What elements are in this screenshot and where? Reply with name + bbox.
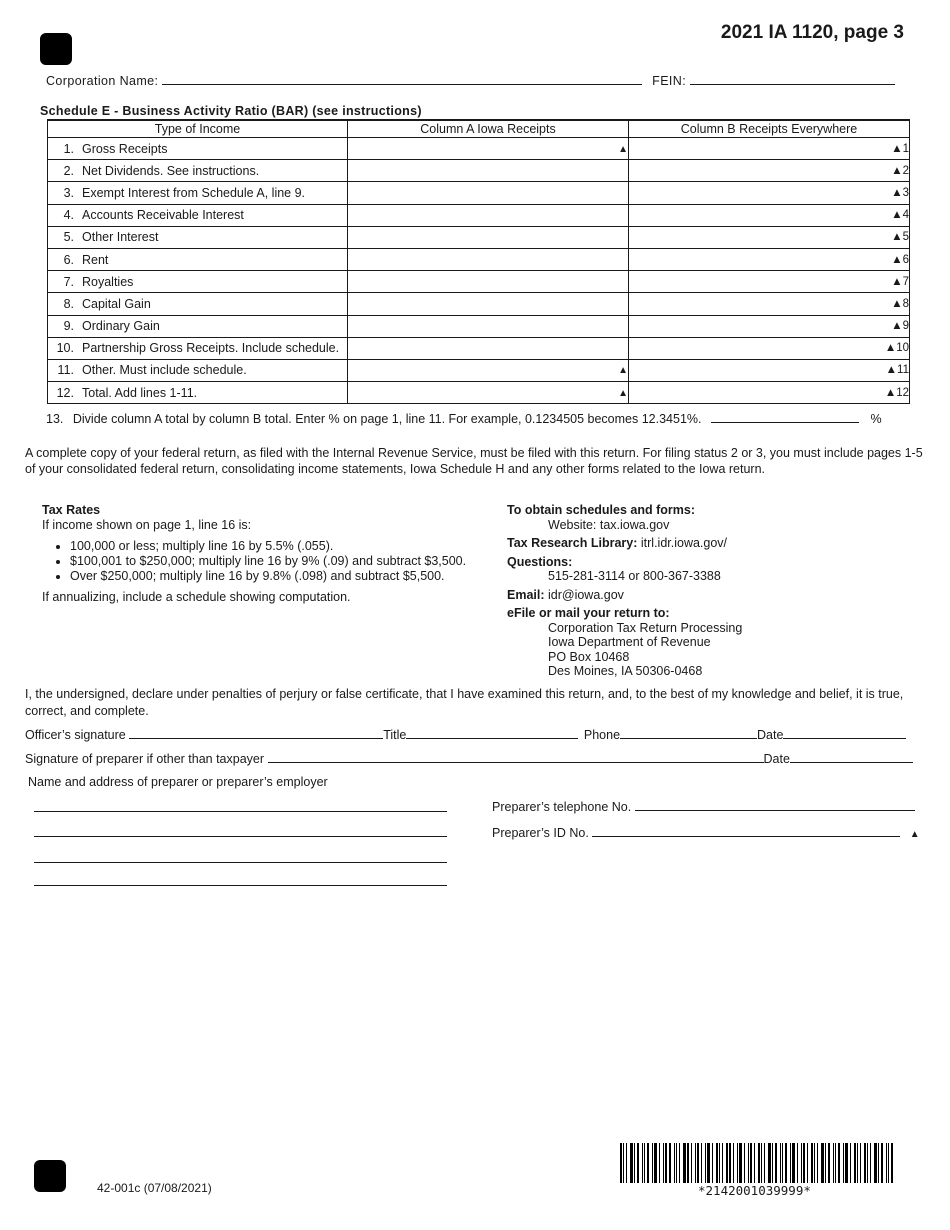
preparer-signature-label: Signature of preparer if other than taxpayer [25,752,265,766]
barcode-bar [803,1143,805,1183]
preparer-phone-row [492,799,915,814]
line-number: 7. [63,274,74,289]
line-number: 3. [63,185,74,200]
table-header-row [48,120,910,138]
income-type-label: Gross Receipts [82,141,168,156]
schedule-e-table [47,119,910,404]
table-row [48,138,910,160]
income-type-label: Royalties [82,274,134,289]
preparer-signature-field[interactable] [268,751,764,763]
barcode-bar [825,1143,826,1183]
barcode-bar [782,1143,783,1183]
everywhere-receipts-field[interactable] [629,382,910,404]
preparer-id-label: Preparer’s ID No. [492,826,589,840]
line-number: 9. [63,319,74,334]
line-number: 8. [63,296,74,311]
barcode-bar [669,1143,671,1183]
everywhere-receipts-field[interactable] [629,138,910,160]
iowa-receipts-field[interactable] [348,138,629,160]
barcode-bar [659,1143,660,1183]
officer-signature-field[interactable] [129,727,383,739]
iowa-receipts-field[interactable] [348,226,629,248]
address-line: Des Moines, IA 50306-0468 [548,664,703,678]
barcode-bar [828,1143,830,1183]
phone-field[interactable] [620,727,757,739]
line-13-field[interactable] [711,411,859,423]
barcode-bar [833,1143,834,1183]
entry-marker: ▲12 [884,386,909,399]
barcode-bar [719,1143,720,1183]
preparer-signature-row [25,751,920,766]
officer-signature-row [25,727,920,742]
everywhere-receipts-field[interactable] [629,359,910,381]
barcode-bar [864,1143,866,1183]
entry-marker: ▲ [618,365,628,377]
barcode-bar [712,1143,713,1183]
officer-signature-label: Officer’s signature [25,728,126,742]
phone-label: Phone [583,728,621,742]
barcode-bar [886,1143,887,1183]
barcode-bar [637,1143,639,1183]
iowa-receipts-field[interactable] [348,271,629,293]
barcode-bar [663,1143,664,1183]
barcode-bar [838,1143,840,1183]
barcode-bar [867,1143,868,1183]
income-type-cell [48,226,348,248]
email-label: Email: [507,587,545,602]
registration-mark-top [40,33,72,65]
entry-marker: ▲8 [891,297,909,310]
barcode-bar [807,1143,808,1183]
column-header-type: Type of Income [48,120,348,138]
date-label: Date [757,728,784,742]
barcode-bar [654,1143,657,1183]
iowa-receipts-field[interactable] [348,315,629,337]
income-type-cell [48,271,348,293]
list-item: • $100,001 to $250,000; multiply line 16 by 9% (.09) and subtract $3,500. [70,554,482,569]
barcode-bar [748,1143,749,1183]
line-13-unit: % [870,412,882,426]
everywhere-receipts-field[interactable] [629,182,910,204]
barcode-bar [761,1143,762,1183]
barcode-bar [733,1143,734,1183]
research-library-value: itrl.idr.iowa.gov/ [640,536,728,550]
email-row [507,588,927,603]
entry-marker: ▲1 [891,142,909,155]
barcode-bar [750,1143,752,1183]
barcode-bar [817,1143,818,1183]
line-13-row [46,411,916,426]
barcode-bar [801,1143,802,1183]
corporation-name-label: Corporation Name: [46,74,159,88]
date-field[interactable] [783,727,906,739]
barcode-bar [729,1143,731,1183]
income-type-cell [48,204,348,226]
income-type-label: Accounts Receivable Interest [82,208,244,223]
income-type-cell [48,315,348,337]
preparer-name-label: Name and address of preparer or preparer’s employer [28,775,328,789]
barcode-bar [870,1143,871,1183]
iowa-receipts-field[interactable] [348,160,629,182]
income-type-label: Net Dividends. See instructions. [82,163,260,178]
research-library-label: Tax Research Library: [507,536,638,550]
income-type-label: Total. Add lines 1-11. [82,385,198,400]
entry-marker: ▲4 [891,209,909,222]
barcode-bar [701,1143,702,1183]
iowa-receipts-field[interactable] [348,359,629,381]
line-number: 10. [56,341,74,356]
preparer-address-line-1[interactable] [34,800,447,812]
fein-field[interactable] [690,73,895,85]
tax-rates-list [42,539,482,584]
barcode-bar [891,1143,893,1183]
contact-block [507,503,927,679]
fein-label: FEIN: [652,74,687,88]
everywhere-receipts-field[interactable] [629,160,910,182]
barcode-text: *2142001039999* [698,1183,811,1198]
barcode-bar [674,1143,675,1183]
barcode-bar [687,1143,689,1183]
registration-mark-bottom [34,1160,66,1192]
entry-marker: ▲ [618,143,628,155]
barcode-bar [644,1143,645,1183]
everywhere-receipts-field[interactable] [629,204,910,226]
title-label: Title [383,728,407,742]
barcode-bar [744,1143,745,1183]
entry-marker: ▲6 [891,253,909,266]
income-type-label: Partnership Gross Receipts. Include schedule. [82,341,340,356]
address-line: Iowa Department of Revenue [548,635,711,649]
list-item: • 100,000 or less; multiply line 16 by 5.5% (.055). [70,539,482,554]
tax-rates-intro: If income shown on page 1, line 16 is: [42,518,252,532]
barcode-bar [626,1143,627,1183]
schedules-label: To obtain schedules and forms: [507,503,695,517]
table-row [48,382,910,404]
preparer-id-field[interactable] [592,825,900,837]
list-item: • Over $250,000; multiply line 16 by 9.8% (.098) and subtract $5,500. [70,569,482,584]
line-number: 2. [63,163,74,178]
iowa-receipts-field[interactable] [348,204,629,226]
phone-numbers: 515-281-3114 or 800-367-3388 [548,569,721,583]
barcode-bar [665,1143,667,1183]
income-type-cell [48,248,348,270]
barcode-bar [854,1143,856,1183]
barcode-bar [772,1143,773,1183]
preparer-date-label: Date [763,752,790,766]
form-code: 42-001c (07/08/2021) [97,1181,212,1195]
entry-marker: ▲11 [885,364,909,377]
preparer-address-line-2[interactable] [34,825,447,837]
barcode-bar [697,1143,699,1183]
barcode-bar [695,1143,696,1183]
barcode-bar [785,1143,787,1183]
declaration-text: I, the undersigned, declare under penalties of perjury or false certificate, that I have examined this return, and, to the best of my knowledge and belief, it is true, correct, and complete. [25,687,904,718]
table-row [48,359,910,381]
barcode-bar [623,1143,624,1183]
research-library-row [507,536,927,551]
income-type-cell [48,138,348,160]
entry-marker: ▲7 [891,275,909,288]
barcode-bar [768,1143,771,1183]
barcode-bar [850,1143,851,1183]
corporation-name-field[interactable] [162,73,642,85]
barcode-bar [811,1143,813,1183]
income-type-cell [48,160,348,182]
entry-marker: ▲10 [884,342,909,355]
barcode-bar [790,1143,791,1183]
iowa-receipts-field[interactable] [348,382,629,404]
page-title: 2021 IA 1120, page 3 [720,22,904,43]
preparer-id-row [492,825,920,840]
table-row [48,204,910,226]
iowa-receipts-field[interactable] [348,293,629,315]
income-type-cell [48,293,348,315]
address-line: Corporation Tax Return Processing [548,620,743,635]
barcode-bar [860,1143,861,1183]
email-value: idr@iowa.gov [548,587,624,602]
barcode-bar [722,1143,723,1183]
barcode-bar [843,1143,844,1183]
preparer-address-line-3[interactable] [34,851,447,863]
barcode-bar [726,1143,728,1183]
website-text: Website: tax.iowa.gov [548,517,670,532]
line-number: 1. [63,141,74,156]
entry-marker: ▲9 [891,320,909,333]
everywhere-receipts-field[interactable] [629,226,910,248]
income-type-label: Other Interest [82,230,159,245]
barcode-bar [705,1143,706,1183]
line-13-number: 13. [46,412,64,426]
income-type-cell [48,182,348,204]
barcode-bar [764,1143,765,1183]
barcode-bar [683,1143,686,1183]
barcode-bar [857,1143,858,1183]
barcode-bar [676,1143,677,1183]
iowa-receipts-field[interactable] [348,248,629,270]
entry-marker: ▲ [618,387,628,399]
preparer-address-line-4[interactable] [34,874,447,886]
preparer-id-marker: ▲ [909,829,920,840]
entry-marker: ▲3 [891,186,909,199]
barcode-bar [878,1143,879,1183]
corporation-name-row [46,73,895,88]
barcode-bar [630,1143,633,1183]
barcode-bar [874,1143,877,1183]
table-row [48,337,910,359]
everywhere-receipts-field[interactable] [629,293,910,315]
address-line: PO Box 10468 [548,649,630,664]
table-row [48,248,910,270]
iowa-receipts-field[interactable] [348,337,629,359]
line-number: 11. [57,363,74,378]
barcode-bar [775,1143,777,1183]
barcode-bar [845,1143,848,1183]
barcode-bar [792,1143,795,1183]
barcode-bar [835,1143,836,1183]
preparer-date-field[interactable] [790,751,913,763]
barcode-bar [881,1143,883,1183]
column-header-iowa: Column A Iowa Receipts [348,120,629,138]
entry-marker: ▲5 [891,231,909,244]
barcode-bar [647,1143,649,1183]
federal-return-note: A complete copy of your federal return, as filed with the Internal Revenue Service, must be filed with this return. For filing status 2 or 3, you must include pages 1-5 of your consolidated federal return, consolidating income statements, Iowa Schedule H and any other forms related to the Iowa return. [25,446,923,476]
barcode [620,1143,898,1183]
tax-rates-block [42,503,482,605]
barcode-bar [716,1143,718,1183]
table-row [48,315,910,337]
income-type-label: Exempt Interest from Schedule A, line 9. [82,185,306,200]
preparer-phone-field[interactable] [635,799,915,811]
barcode-bar [758,1143,760,1183]
mail-label: eFile or mail your return to: [507,606,670,620]
table-row [48,293,910,315]
barcode-bar [754,1143,755,1183]
income-type-label: Capital Gain [82,296,151,311]
barcode-bar [652,1143,653,1183]
table-row [48,160,910,182]
line-number: 4. [63,208,74,223]
tax-rates-footer: If annualizing, include a schedule showing computation. [42,590,351,604]
barcode-bar [737,1143,738,1183]
column-header-everywhere: Column B Receipts Everywhere [629,120,910,138]
income-type-label: Ordinary Gain [82,319,160,334]
barcode-bar [620,1143,622,1183]
income-type-cell [48,359,348,381]
iowa-receipts-field[interactable] [348,182,629,204]
income-type-cell [48,337,348,359]
tax-rates-title: Tax Rates [42,503,101,517]
barcode-bar [780,1143,781,1183]
table-row [48,271,910,293]
table-row [48,226,910,248]
barcode-bar [797,1143,798,1183]
income-type-label: Other. Must include schedule. [82,363,247,378]
questions-label: Questions: [507,554,573,569]
schedule-e-title: Schedule E - Business Activity Ratio (BAR) (see instructions) [40,104,422,118]
everywhere-receipts-field[interactable] [629,315,910,337]
title-field[interactable] [406,727,578,739]
line-number: 6. [63,252,74,267]
barcode-bar [821,1143,824,1183]
line-number: 5. [63,230,74,245]
barcode-bar [814,1143,815,1183]
barcode-bar [888,1143,889,1183]
preparer-phone-label: Preparer’s telephone No. [492,800,632,814]
barcode-bar [634,1143,635,1183]
entry-marker: ▲2 [891,164,909,177]
everywhere-receipts-field[interactable] [629,337,910,359]
barcode-bar [739,1143,742,1183]
table-row [48,182,910,204]
line-number: 12. [56,385,74,400]
barcode-bar [691,1143,692,1183]
barcode-bar [679,1143,680,1183]
income-type-cell [48,382,348,404]
everywhere-receipts-field[interactable] [629,271,910,293]
income-type-label: Rent [82,252,109,267]
barcode-bar [642,1143,643,1183]
line-13-text: Divide column A total by column B total. Enter % on page 1, line 11. For example, 0.1234505 becomes 12.3451%. [72,412,702,426]
everywhere-receipts-field[interactable] [629,248,910,270]
barcode-bar [707,1143,710,1183]
